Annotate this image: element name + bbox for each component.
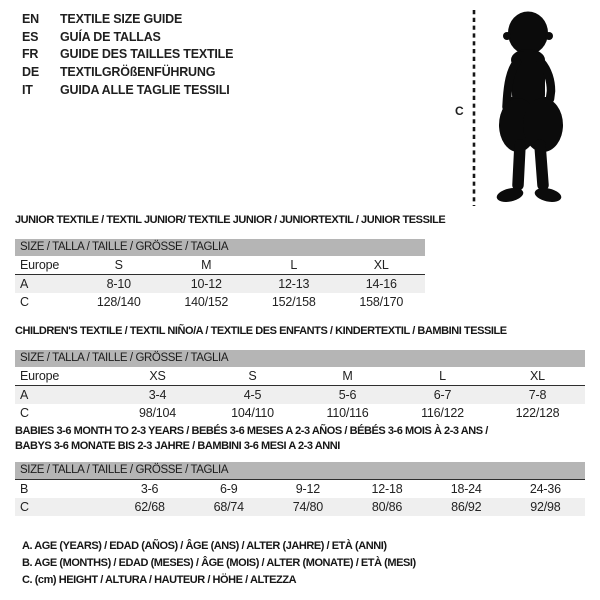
table-row: [15, 386, 585, 405]
size-cell: 10-12: [163, 275, 251, 294]
size-cell: 18-24: [450, 482, 482, 496]
size-header-bar: SIZE / TALLA / TAILLE / GRÖSSE / TAGLIA: [15, 239, 425, 256]
section-title: JUNIOR TEXTILE / TEXTIL JUNIOR/ TEXTILE JUNIOR / JUNIORTEXTIL / JUNIOR TESSILE: [15, 214, 446, 226]
language-row: [22, 82, 233, 100]
size-cell: XS: [149, 369, 166, 383]
size-cell: 8-10: [75, 275, 163, 294]
size-cell: 104/110: [231, 406, 274, 420]
size-cell: 3-6: [140, 482, 159, 496]
size-cell: 5-6: [300, 386, 395, 405]
language-title-list: [22, 11, 233, 100]
size-cell: 7-8: [490, 386, 585, 405]
size-header-bar: SIZE / TALLA / TAILLE / GRÖSSE / TAGLIA: [15, 462, 585, 479]
childrens-size-table: [15, 367, 585, 422]
row-label: Europe: [20, 258, 60, 272]
table-row: [15, 367, 585, 386]
size-cell: 6-7: [395, 386, 490, 405]
row-label: C: [20, 406, 29, 420]
language-title: TEXTILE SIZE GUIDE: [60, 12, 183, 26]
size-cell: 140/152: [184, 295, 229, 309]
junior-size-table: [15, 256, 425, 311]
row-label: C: [15, 498, 110, 516]
size-header-bar: SIZE / TALLA / TAILLE / GRÖSSE / TAGLIA: [15, 350, 585, 367]
size-cell: 14-16: [338, 275, 426, 294]
footnote: B. AGE (MONTHS) / EDAD (MESES) / ÂGE (MOIS) / ALTER (MONATE) / ETÀ (MESI): [22, 557, 416, 570]
size-cell: L: [290, 258, 298, 272]
size-cell: 122/128: [515, 406, 560, 420]
size-cell: XL: [530, 369, 545, 383]
row-label: C: [20, 295, 29, 309]
size-cell: 92/98: [506, 498, 585, 516]
language-code: FR: [22, 47, 39, 62]
size-cell: S: [248, 369, 257, 383]
language-title: GUIDA ALLE TAGLIE TESSILI: [60, 82, 230, 97]
size-cell: 116/122: [421, 406, 464, 420]
table-row: [15, 293, 425, 311]
table-row: [15, 404, 585, 422]
toddler-silhouette-icon: [486, 9, 574, 203]
table-row: [15, 256, 425, 275]
size-cell: 68/74: [189, 498, 268, 516]
size-cell: 74/80: [268, 498, 347, 516]
footnote: A. AGE (YEARS) / EDAD (AÑOS) / ÂGE (ANS) / ALTER (JAHRE) / ETÀ (ANNI): [22, 540, 387, 552]
footnotes: [22, 538, 416, 590]
size-cell: S: [114, 258, 123, 272]
section-babies-textile: [15, 424, 585, 516]
language-title: GUÍA DE TALLAS: [60, 29, 161, 44]
table-row: [15, 480, 585, 499]
section-title-line2: BABYS 3-6 MONATE BIS 2-3 JAHRE / BAMBINI 3-6 MESI A 2-3 ANNI: [15, 440, 340, 452]
footnote: C. (cm) HEIGHT / ALTURA / HAUTEUR / HÖHE / ALTEZZA: [22, 574, 297, 587]
language-row: [22, 46, 233, 64]
size-cell: 110/116: [326, 406, 369, 420]
size-cell: 62/68: [110, 498, 189, 516]
language-row: [22, 29, 233, 47]
section-title: CHILDREN'S TEXTILE / TEXTIL NIÑO/A / TEXTILE DES ENFANTS / KINDERTEXTIL / BAMBINI TESSILE: [15, 325, 507, 337]
table-row: [15, 498, 585, 516]
row-label: Europe: [20, 369, 60, 383]
size-cell: 24-36: [529, 482, 561, 496]
size-cell: 9-12: [295, 482, 320, 496]
language-code: DE: [22, 65, 39, 80]
size-cell: 4-5: [205, 386, 300, 405]
size-cell: 6-9: [220, 482, 238, 496]
row-label: B: [20, 482, 29, 496]
section-childrens-textile: [15, 324, 585, 422]
language-row: [22, 64, 233, 82]
language-title: TEXTILGRÖßENFÜHRUNG: [60, 65, 216, 80]
size-cell: 128/140: [96, 295, 141, 309]
language-title: GUIDE DES TAILLES TEXTILE: [60, 47, 234, 62]
table-row: [15, 275, 425, 294]
section-title-line1: BABIES 3-6 MONTH TO 2-3 YEARS / BEBÉS 3-6 MESES A 2-3 AÑOS / BÉBÉS 3-6 MOIS À 2-3 ANS /: [15, 425, 488, 437]
language-code: ES: [22, 29, 39, 44]
size-cell: 12-13: [250, 275, 338, 294]
height-label: C: [455, 104, 464, 118]
size-cell: 12-18: [371, 482, 403, 496]
size-cell: 3-4: [110, 386, 205, 405]
row-label: A: [15, 386, 110, 405]
size-cell: M: [342, 369, 353, 383]
babies-size-table: [15, 479, 585, 516]
size-cell: 98/104: [138, 406, 177, 420]
size-cell: XL: [373, 258, 389, 272]
size-cell: 86/92: [427, 498, 506, 516]
height-measure-dashed-line: [471, 8, 477, 208]
size-cell: 80/86: [347, 498, 426, 516]
size-cell: 152/158: [271, 295, 316, 309]
language-code: EN: [22, 12, 39, 26]
row-label: A: [15, 275, 75, 294]
size-cell: 158/170: [359, 295, 404, 309]
language-code: IT: [22, 82, 33, 97]
size-cell: M: [201, 258, 212, 272]
language-row: [22, 11, 233, 29]
size-cell: L: [439, 369, 446, 383]
section-junior-textile: [15, 213, 446, 311]
